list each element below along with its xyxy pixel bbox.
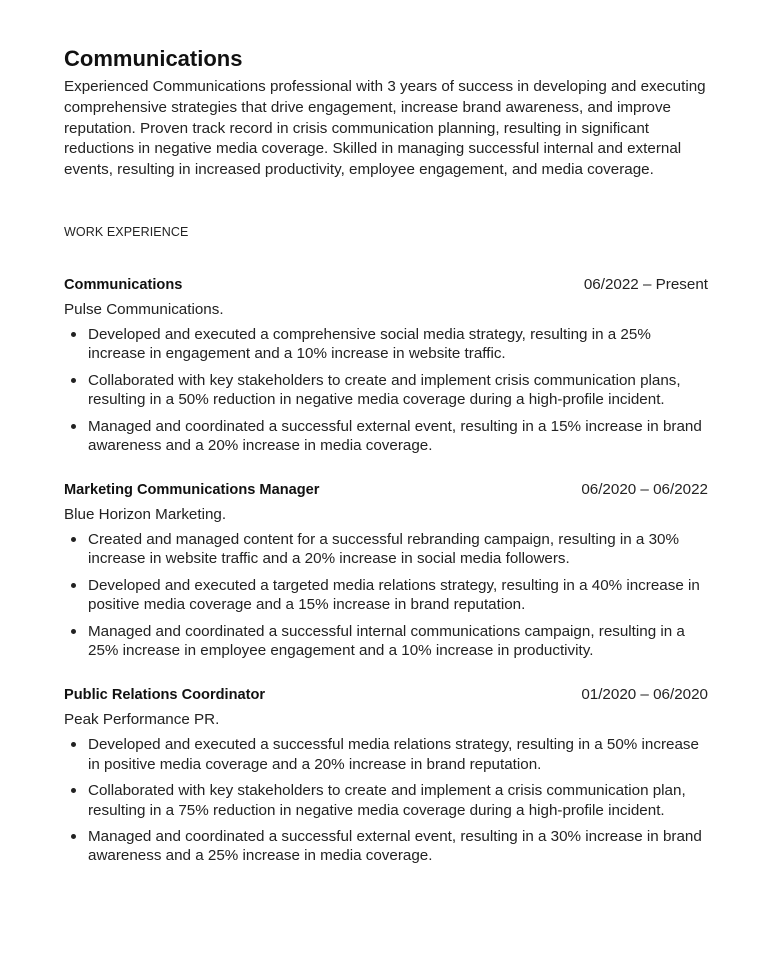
job-bullets — [64, 325, 708, 455]
job-bullets — [64, 735, 708, 865]
bullet-item — [64, 735, 708, 773]
job-bullets — [64, 530, 708, 660]
bullet-item — [64, 417, 708, 455]
bullet-dot-icon — [71, 537, 76, 542]
bullet-text: Managed and coordinated a successful external event, resulting in a 15% increase in brand awareness and a 20% increase in media coverage. — [88, 417, 702, 454]
job-header — [64, 276, 708, 298]
job-title: Communications — [64, 276, 183, 293]
bullet-dot-icon — [71, 834, 76, 839]
bullet-dot-icon — [71, 583, 76, 588]
job-header — [64, 686, 708, 708]
resume-page — [64, 44, 708, 873]
job-header — [64, 481, 708, 503]
job-dates: 06/2020 – 06/2022 — [581, 481, 708, 499]
bullet-dot-icon — [71, 742, 76, 747]
company-name: Blue Horizon Marketing. — [64, 506, 227, 524]
professional-summary: Experienced Communications professional with 3 years of success in developing and executing comprehensive strategies that drive engagement, increase brand awareness, and improve reputation. Proven track record in crisis communication planning, resulting in significant reductions in negative media coverage. Skilled in managing successful internal and external events, resulting in increased productivity, employee engagement, and media coverage. — [64, 78, 706, 179]
bullet-text: Managed and coordinated a successful external event, resulting in a 30% increase in brand awareness and a 25% increase in media coverage. — [88, 828, 702, 865]
bullet-item — [64, 325, 708, 363]
bullet-item — [64, 371, 708, 409]
job-dates: 06/2022 – Present — [583, 275, 708, 293]
bullet-text: Managed and coordinated a successful internal communications campaign, resulting in a 25% increase in employee engagement and a 10% increase in productivity. — [88, 623, 685, 660]
bullet-text: Created and managed content for a successful rebranding campaign, resulting in a 30% increase in website traffic and a 20% increase in social media followers. — [88, 531, 679, 568]
bullet-text: Collaborated with key stakeholders to create and implement a crisis communication plan, resulting in a 75% reduction in negative media coverage during a high-profile incident. — [88, 782, 686, 819]
job-entry — [64, 686, 708, 865]
bullet-dot-icon — [71, 424, 76, 429]
bullet-text: Developed and executed a successful media relations strategy, resulting in a 50% increase in positive media coverage and a 20% increase in brand reputation. — [88, 736, 699, 773]
bullet-dot-icon — [71, 378, 76, 383]
section-heading-work-experience: WORK EXPERIENCE — [64, 224, 189, 239]
bullet-text: Collaborated with key stakeholders to create and implement crisis communication plans, resulting in a 50% reduction in negative media coverage during a high-profile incident. — [88, 371, 681, 409]
job-entry — [64, 481, 708, 660]
bullet-text: Developed and executed a comprehensive social media strategy, resulting in a 25% increase in engagement and a 10% increase in website traffic. — [88, 325, 651, 363]
company-name: Peak Performance PR. — [64, 711, 220, 729]
bullet-dot-icon — [71, 332, 76, 337]
bullet-dot-icon — [71, 788, 76, 793]
bullet-item — [64, 530, 708, 568]
bullet-item — [64, 781, 708, 819]
bullet-dot-icon — [71, 629, 76, 634]
bullet-item — [64, 622, 708, 660]
job-title: Public Relations Coordinator — [64, 687, 266, 704]
company-name: Pulse Communications. — [64, 300, 224, 318]
bullet-item — [64, 827, 708, 865]
job-dates: 01/2020 – 06/2020 — [581, 686, 708, 704]
job-title: Marketing Communications Manager — [64, 482, 320, 499]
job-entry — [64, 276, 708, 455]
bullet-text: Developed and executed a targeted media relations strategy, resulting in a 40% increase in positive media coverage and a 15% increase in brand reputation. — [88, 577, 700, 614]
bullet-item — [64, 576, 708, 614]
resume-title: Communications — [64, 46, 243, 71]
